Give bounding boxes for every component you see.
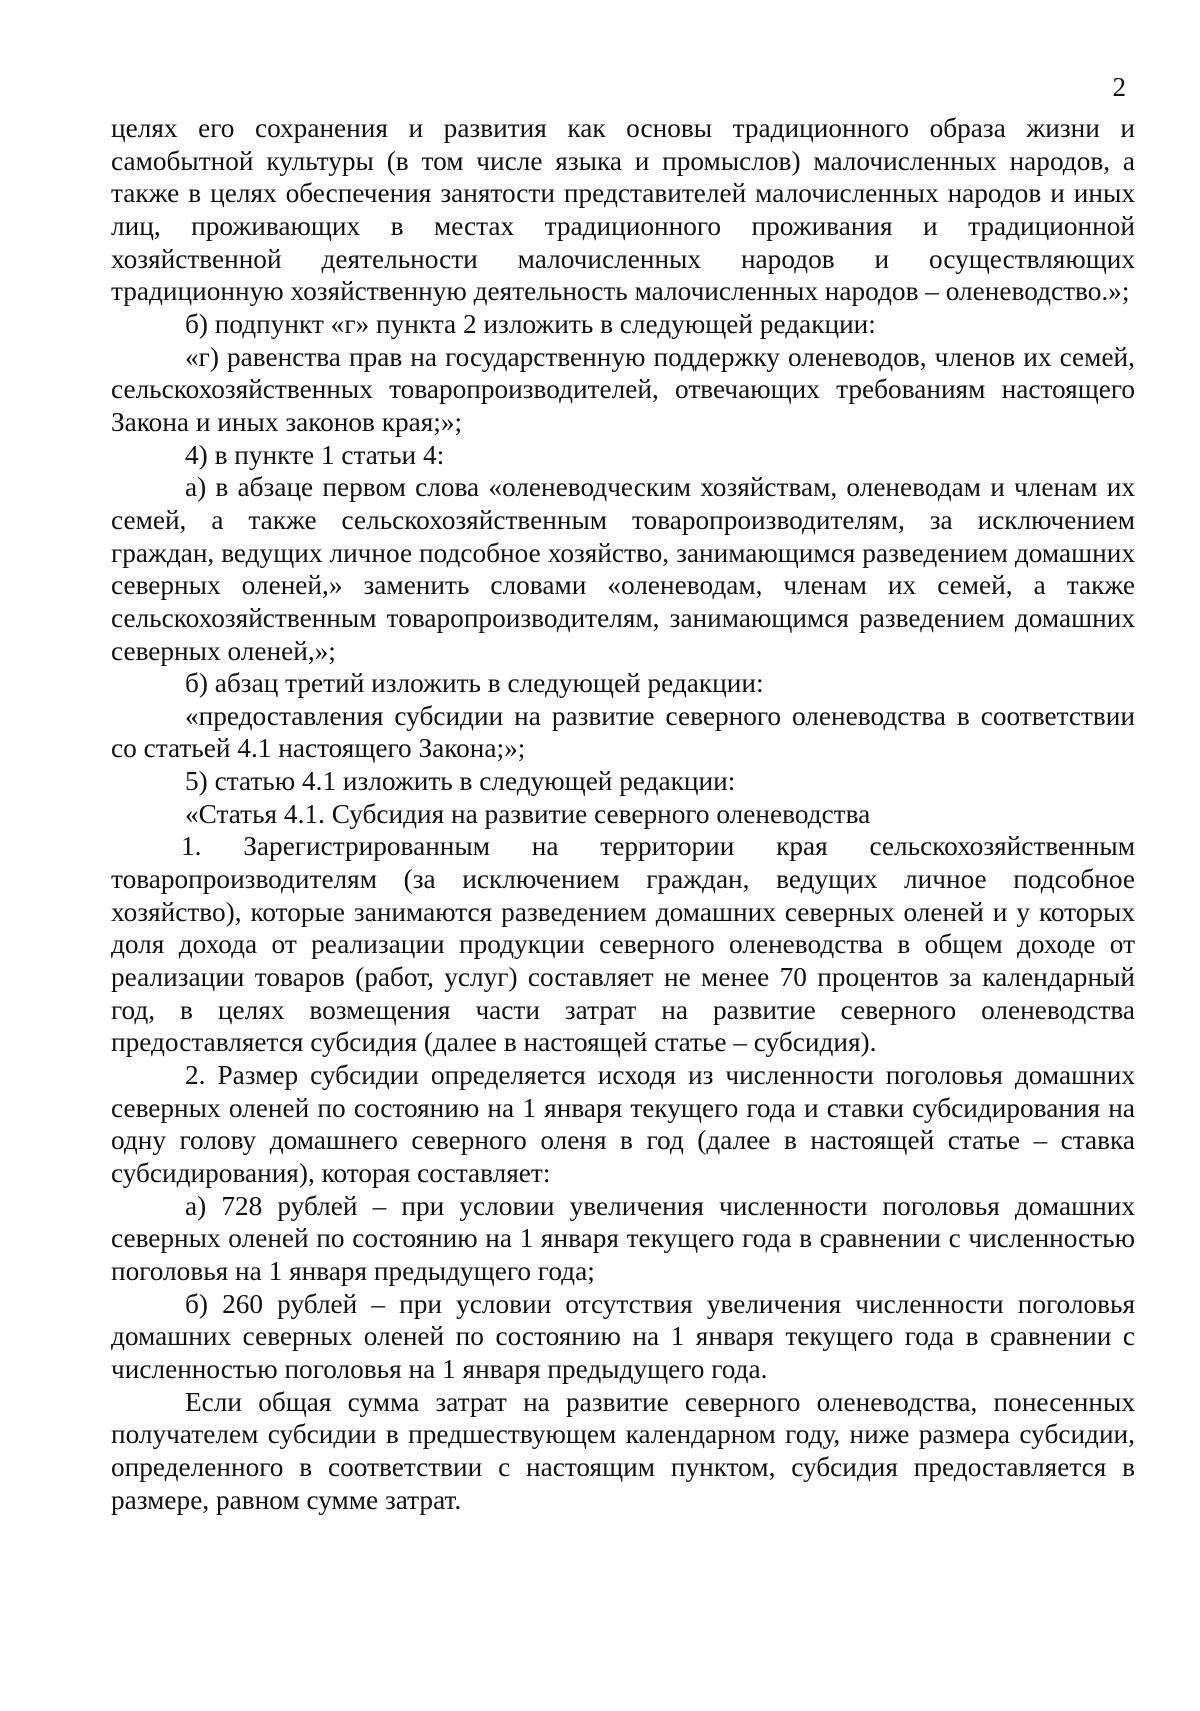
article-clause-1: 1. Зарегистрированным на территории края сельскохозяйственным товаропроизводителям (за исключением граждан, ведущих личное подсобное хозяйство), которые занимаются разведением домашних северных оленей и у которых доля дохода от реализации продукции северного оленеводства в общем доходе от реализации товаров (работ, услуг) составляет не менее 70 процентов за календарный год, в целях возмещения части затрат на развитие северного оленеводства предоставляется субсидия (далее в настоящей статье – субсидия). — [111, 831, 1135, 1058]
subsidy-limit-paragraph: Если общая сумма затрат на развитие северного оленеводства, понесенных получателем субсидии в предшествующем календарном году, ниже размера субсидии, определенного в соответствии с настоящим пунктом, субсидия предоставляется в размере, равном сумме затрат. — [111, 1386, 1135, 1515]
document-body — [111, 112, 1135, 1516]
article-heading: «Статья 4.1. Субсидия на развитие северного оленеводства — [185, 798, 871, 829]
article-clause-2: 2. Размер субсидии определяется исходя из численности поголовья домашних северных оленей по состоянию на 1 января текущего года и ставки субсидирования на одну голову домашнего северного оленя в год (далее в настоящей статье – ставка субсидирования), которая составляет: — [111, 1060, 1135, 1188]
paragraph-subpoint-b-second: б) абзац третий изложить в следующей редакции: — [185, 668, 764, 699]
page-number: 2 — [1112, 72, 1126, 102]
rate-option-a: а) 728 рублей – при условии увеличения численности поголовья домашних северных оленей по состоянию на 1 января текущего года в сравнении с численностью поголовья на 1 января предыдущего года; — [111, 1190, 1135, 1286]
paragraph-continuation: целях его сохранения и развития как основы традиционного образа жизни и самобытной культуры (в том числе языка и промыслов) малочисленных народов, а также в целях обеспечения занятости представителей малочисленных народов и иных лиц, проживающих в местах традиционного проживания и традиционной хозяйственной деятельности малочисленных народов и осуществляющих традиционную хозяйственную деятельность малочисленных народов – оленеводство.»; — [111, 113, 1135, 307]
paragraph-point-5: 5) статью 4.1 изложить в следующей редакции: — [185, 766, 736, 797]
paragraph-point-4: 4) в пункте 1 статьи 4: — [185, 439, 445, 470]
paragraph-subpoint-a: а) в абзаце первом слова «оленеводческим хозяйствам, оленеводам и членам их семей, а также сельскохозяйственным товаропроизводителям, за исключением граждан, ведущих личное подсобное хозяйство, занимающимся разведением домашних северных оленей,» заменить словами «оленеводам, членам их семей, а также сельскохозяйственным товаропроизводителям, занимающимся разведением домашних северных оленей,»; — [111, 472, 1135, 666]
paragraph-quoted-g: «г) равенства прав на государственную поддержку оленеводов, членов их семей, сельскохозяйственных товаропроизводителей, отвечающих требованиям настоящего Закона и иных законов края;»; — [111, 341, 1135, 437]
paragraph-subpoint-b: б) подпункт «г» пункта 2 изложить в следующей редакции: — [185, 308, 876, 339]
paragraph-provision-subsidy: «предоставления субсидии на развитие северного оленеводства в соответствии со статьей 4.1 настоящего Закона;»; — [111, 700, 1135, 764]
rate-option-b: б) 260 рублей – при условии отсутствия увеличения численности поголовья домашних северных оленей по состоянию на 1 января текущего года в сравнении с численностью поголовья на 1 января предыдущего года. — [111, 1288, 1135, 1384]
